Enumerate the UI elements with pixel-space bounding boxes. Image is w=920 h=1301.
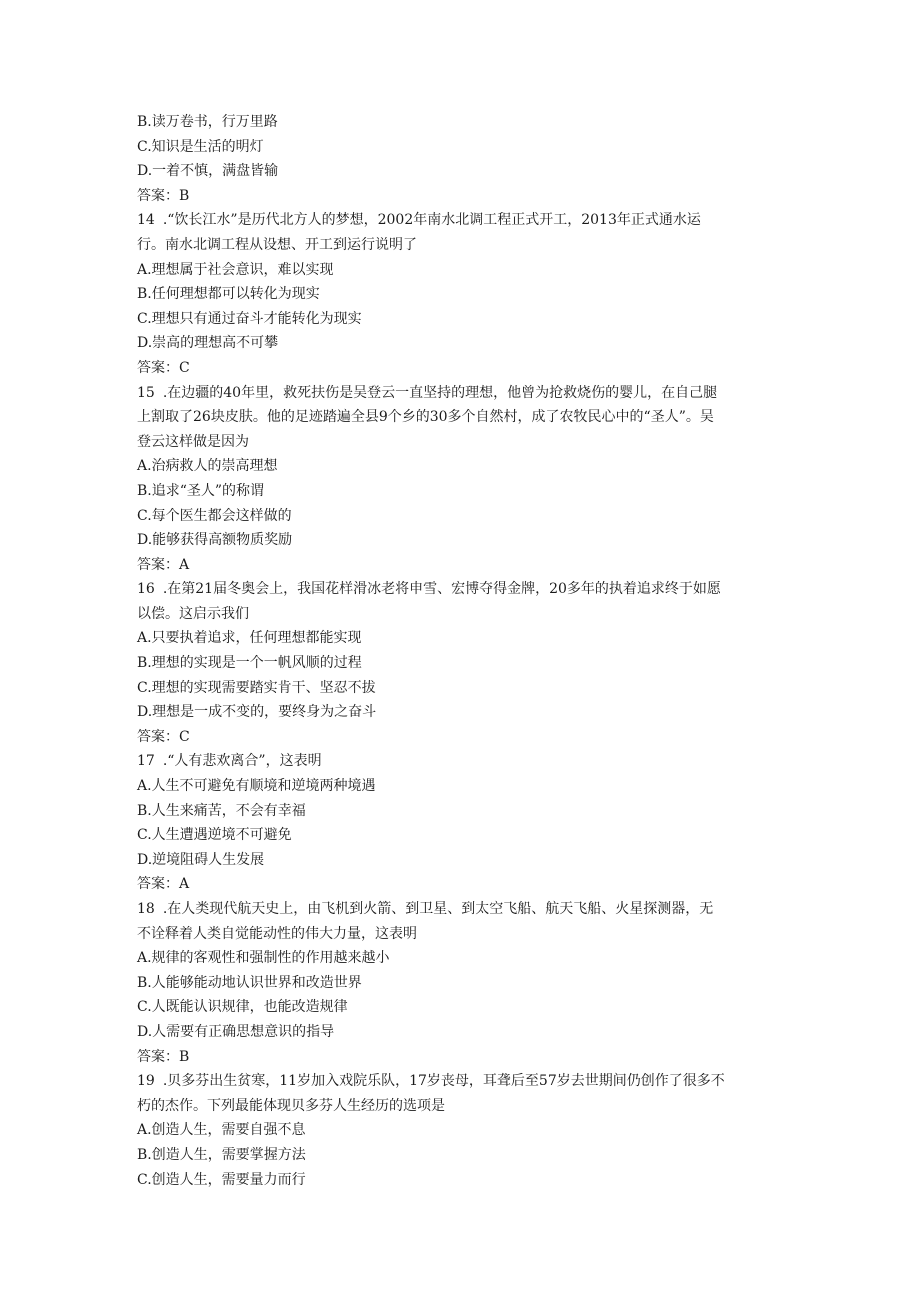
question-line bbox=[137, 922, 787, 947]
document-content bbox=[137, 110, 787, 1192]
option-line: B.人生来痛苦，不会有幸福 bbox=[137, 802, 306, 819]
answer-line: 答案：C bbox=[137, 728, 190, 745]
question-text: 登云这样做是因为 bbox=[137, 433, 249, 450]
option-line: D.崇高的理想高不可攀 bbox=[137, 335, 279, 352]
question-text: 朽的杰作。下列最能体现贝多芬人生经历的选项是 bbox=[137, 1097, 445, 1114]
option-line: C.每个医生都会这样做的 bbox=[137, 507, 292, 524]
option-line: C.人生遭遇逆境不可避免 bbox=[137, 827, 292, 844]
question-number: 14 bbox=[137, 212, 155, 229]
option-line: C.人既能认识规律，也能改造规律 bbox=[137, 999, 348, 1016]
option-line: A.理想属于社会意识，难以实现 bbox=[137, 261, 334, 278]
option-line: B.读万卷书，行万里路 bbox=[137, 114, 278, 130]
answer-line: 答案：B bbox=[137, 1048, 190, 1065]
question-text: 行。南水北调工程从设想、开工到运行说明了 bbox=[137, 236, 417, 253]
option-line: C.创造人生，需要量力而行 bbox=[137, 1171, 306, 1188]
question-text: 不诠释着人类自觉能动性的伟大力量，这表明 bbox=[137, 925, 417, 942]
question-line bbox=[137, 405, 787, 430]
question-text: .“人有悲欢离合”，这表明 bbox=[162, 753, 322, 770]
question-number: 16 bbox=[137, 581, 155, 598]
question-line bbox=[137, 233, 787, 258]
question-line bbox=[137, 381, 787, 406]
question-number: 17 bbox=[137, 753, 155, 770]
question-text: .贝多芬出生贫寒，11岁加入戏院乐队，17岁丧母，耳聋后至57岁去世期间仍创作了很多不 bbox=[162, 1073, 725, 1090]
question-number: 18 bbox=[137, 901, 155, 917]
question-line bbox=[137, 602, 787, 627]
question-text: 以偿。这启示我们 bbox=[137, 605, 249, 622]
question-text: 上割取了26块皮肤。他的足迹踏遍全县9个乡的30多个自然村，成了农牧民心中的“圣人”。吴 bbox=[137, 409, 714, 426]
option-line: A.只要执着追求，任何理想都能实现 bbox=[137, 630, 362, 647]
question-line bbox=[137, 430, 787, 455]
question-line bbox=[137, 1094, 787, 1119]
option-line: C.理想的实现需要踏实肯干、坚忍不拔 bbox=[137, 679, 376, 696]
option-line: B.理想的实现是一个一帆风顺的过程 bbox=[137, 655, 362, 672]
question-line bbox=[137, 1069, 787, 1094]
question-text: .“饮长江水”是历代北方人的梦想，2002年南水北调工程正式开工，2013年正式通水运 bbox=[162, 212, 701, 229]
option-line: D.人需要有正确思想意识的指导 bbox=[137, 1023, 335, 1040]
question-number: 19 bbox=[137, 1073, 155, 1090]
question-line bbox=[137, 208, 787, 233]
question-text: .在第21届冬奥会上，我国花样滑冰老将申雪、宏博夺得金牌，20多年的执着追求终于如愿 bbox=[162, 581, 721, 598]
option-line: C.知识是生活的明灯 bbox=[137, 138, 264, 155]
option-line: B.人能够能动地认识世界和改造世界 bbox=[137, 974, 362, 991]
question-text: .在人类现代航天史上，由飞机到火箭、到卫星、到太空飞船、航天飞船、火星探测器，无 bbox=[162, 901, 714, 917]
option-line: D.理想是一成不变的，要终身为之奋斗 bbox=[137, 704, 377, 721]
question-number: 15 bbox=[137, 384, 155, 401]
answer-line: 答案：C bbox=[137, 359, 190, 376]
option-line: D.一着不慎，满盘皆输 bbox=[137, 163, 279, 180]
answer-line: 答案：A bbox=[137, 556, 190, 573]
option-line: D.能够获得高额物质奖励 bbox=[137, 532, 293, 549]
question-line bbox=[137, 577, 787, 602]
option-line: A.治病救人的崇高理想 bbox=[137, 458, 278, 475]
option-line: B.创造人生，需要掌握方法 bbox=[137, 1146, 306, 1163]
answer-line: 答案：A bbox=[137, 876, 190, 893]
option-line: B.任何理想都可以转化为现实 bbox=[137, 286, 320, 303]
question-text: .在边疆的40年里，救死扶伤是吴登云一直坚持的理想，他曾为抢救烧伤的婴儿，在自己腿 bbox=[162, 384, 718, 401]
option-line: A.人生不可避免有顺境和逆境两种境遇 bbox=[137, 778, 376, 795]
option-line: B.追求“圣人”的称谓 bbox=[137, 482, 265, 499]
answer-line: 答案：B bbox=[137, 187, 190, 204]
option-line: D.逆境阻碍人生发展 bbox=[137, 851, 265, 868]
option-line: C.理想只有通过奋斗才能转化为现实 bbox=[137, 310, 362, 327]
option-line: A.规律的客观性和强制性的作用越来越小 bbox=[137, 950, 390, 967]
option-line: A.创造人生，需要自强不息 bbox=[137, 1122, 306, 1139]
question-line bbox=[137, 897, 787, 922]
question-line bbox=[137, 749, 787, 774]
